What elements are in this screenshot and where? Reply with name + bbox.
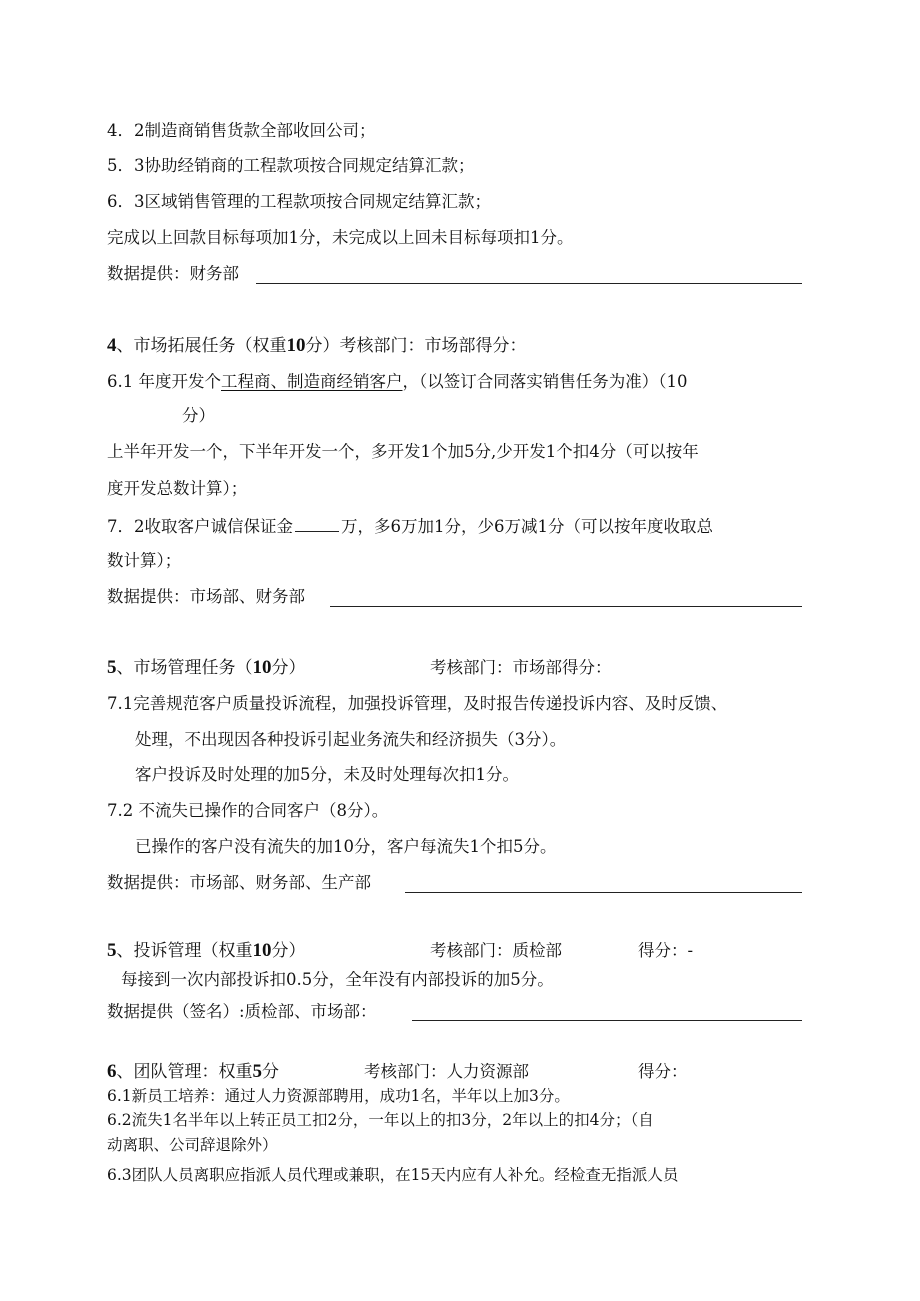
item-7-2-retention: 7.2 不流失已操作的合同客户（8分）。	[107, 801, 389, 820]
item-6-1-continued: 分）	[182, 406, 215, 425]
section-number: 5	[107, 940, 117, 961]
item-6-2-continued: 动离职、公司辞退除外）	[107, 1136, 278, 1154]
signature-line	[330, 606, 802, 607]
section-5b-heading: 5、投诉管理（权重10分）	[107, 940, 306, 961]
section-5-department: 考核部门：市场部得分：	[430, 658, 612, 677]
weight-value: 5	[252, 1061, 262, 1082]
item-5-3: 5．3协助经销商的工程款项按合同规定结算汇款；	[107, 156, 475, 175]
expansion-rule-continued: 度开发总数计算）；	[107, 479, 248, 498]
section-6-score: 得分：	[638, 1062, 688, 1081]
item-6-2-staff-loss: 6.2流失1名半年以上转正员工扣2分，一年以上的扣3分，2年以上的扣4分；（自	[107, 1111, 654, 1129]
underlined-target: 工程商、制造商经销客户	[221, 372, 403, 391]
section-5-heading: 5、市场管理任务（10分）	[107, 657, 306, 678]
data-source-market-finance: 数据提供：市场部、财务部	[107, 587, 305, 606]
deposit-amount-blank	[295, 517, 339, 532]
item-4-2: 4．2制造商销售货款全部收回公司；	[107, 121, 376, 140]
section-4-heading: 4、市场拓展任务（权重10分）考核部门：市场部得分：	[107, 335, 527, 356]
signature-line	[405, 892, 802, 893]
section-number: 5	[107, 657, 117, 678]
weight-value: 10	[252, 657, 272, 678]
section-number: 4	[107, 335, 117, 356]
weight-value: 10	[286, 335, 306, 356]
retention-rule: 已操作的客户没有流失的加10分，客户每流失1个扣5分。	[135, 837, 557, 856]
signature-line	[256, 283, 802, 284]
item-7-1: 7.1完善规范客户质量投诉流程，加强投诉管理，及时报告传递投诉内容、及时反馈、	[107, 694, 728, 713]
item-6-1: 6.1 年度开发个工程商、制造商经销客户，（以签订合同落实销售任务为准）（10	[107, 372, 688, 391]
data-source-signature: 数据提供（签名）:质检部、市场部：	[107, 1002, 377, 1021]
complaint-handling-rule: 客户投诉及时处理的加5分，未及时处理每次扣1分。	[135, 765, 519, 784]
item-6-1-new-staff: 6.1新员工培养：通过人力资源部聘用，成功1名，半年以上加3分。	[107, 1087, 570, 1105]
section-5b-department: 考核部门：质检部	[430, 941, 562, 960]
item-7-2-continued: 数计算）；	[107, 551, 182, 570]
section-number: 6	[107, 1061, 117, 1082]
expansion-rule: 上半年开发一个，下半年开发一个，多开发1个加5分,少开发1个扣4分（可以按年	[107, 442, 699, 461]
signature-line	[412, 1020, 802, 1021]
internal-complaint-rule: 每接到一次内部投诉扣0.5分，全年没有内部投诉的加5分。	[121, 970, 554, 989]
item-6-3: 6．3区域销售管理的工程款项按合同规定结算汇款；	[107, 192, 491, 211]
data-source-market-finance-production: 数据提供：市场部、财务部、生产部	[107, 873, 371, 892]
item-7-2: 7．2收取客户诚信保证金 万，多6万加1分，少6万减1分（可以按年度收取总	[107, 517, 713, 536]
data-source-finance: 数据提供：财务部	[107, 264, 239, 283]
weight-value: 10	[252, 940, 272, 961]
section-5b-score: 得分：-	[638, 941, 694, 960]
section-6-department: 考核部门：人力资源部	[364, 1062, 529, 1081]
item-6-3-vacancy: 6.3团队人员离职应指派人员代理或兼职，在15天内应有人补允。经检查无指派人员	[107, 1166, 679, 1184]
section-6-heading: 6、团队管理：权重5分	[107, 1061, 279, 1082]
item-7-1-continued: 处理，不出现因各种投诉引起业务流失和经济损失（3分）。	[135, 730, 567, 749]
payment-scoring-rule: 完成以上回款目标每项加1分，未完成以上回未目标每项扣1分。	[107, 228, 574, 247]
